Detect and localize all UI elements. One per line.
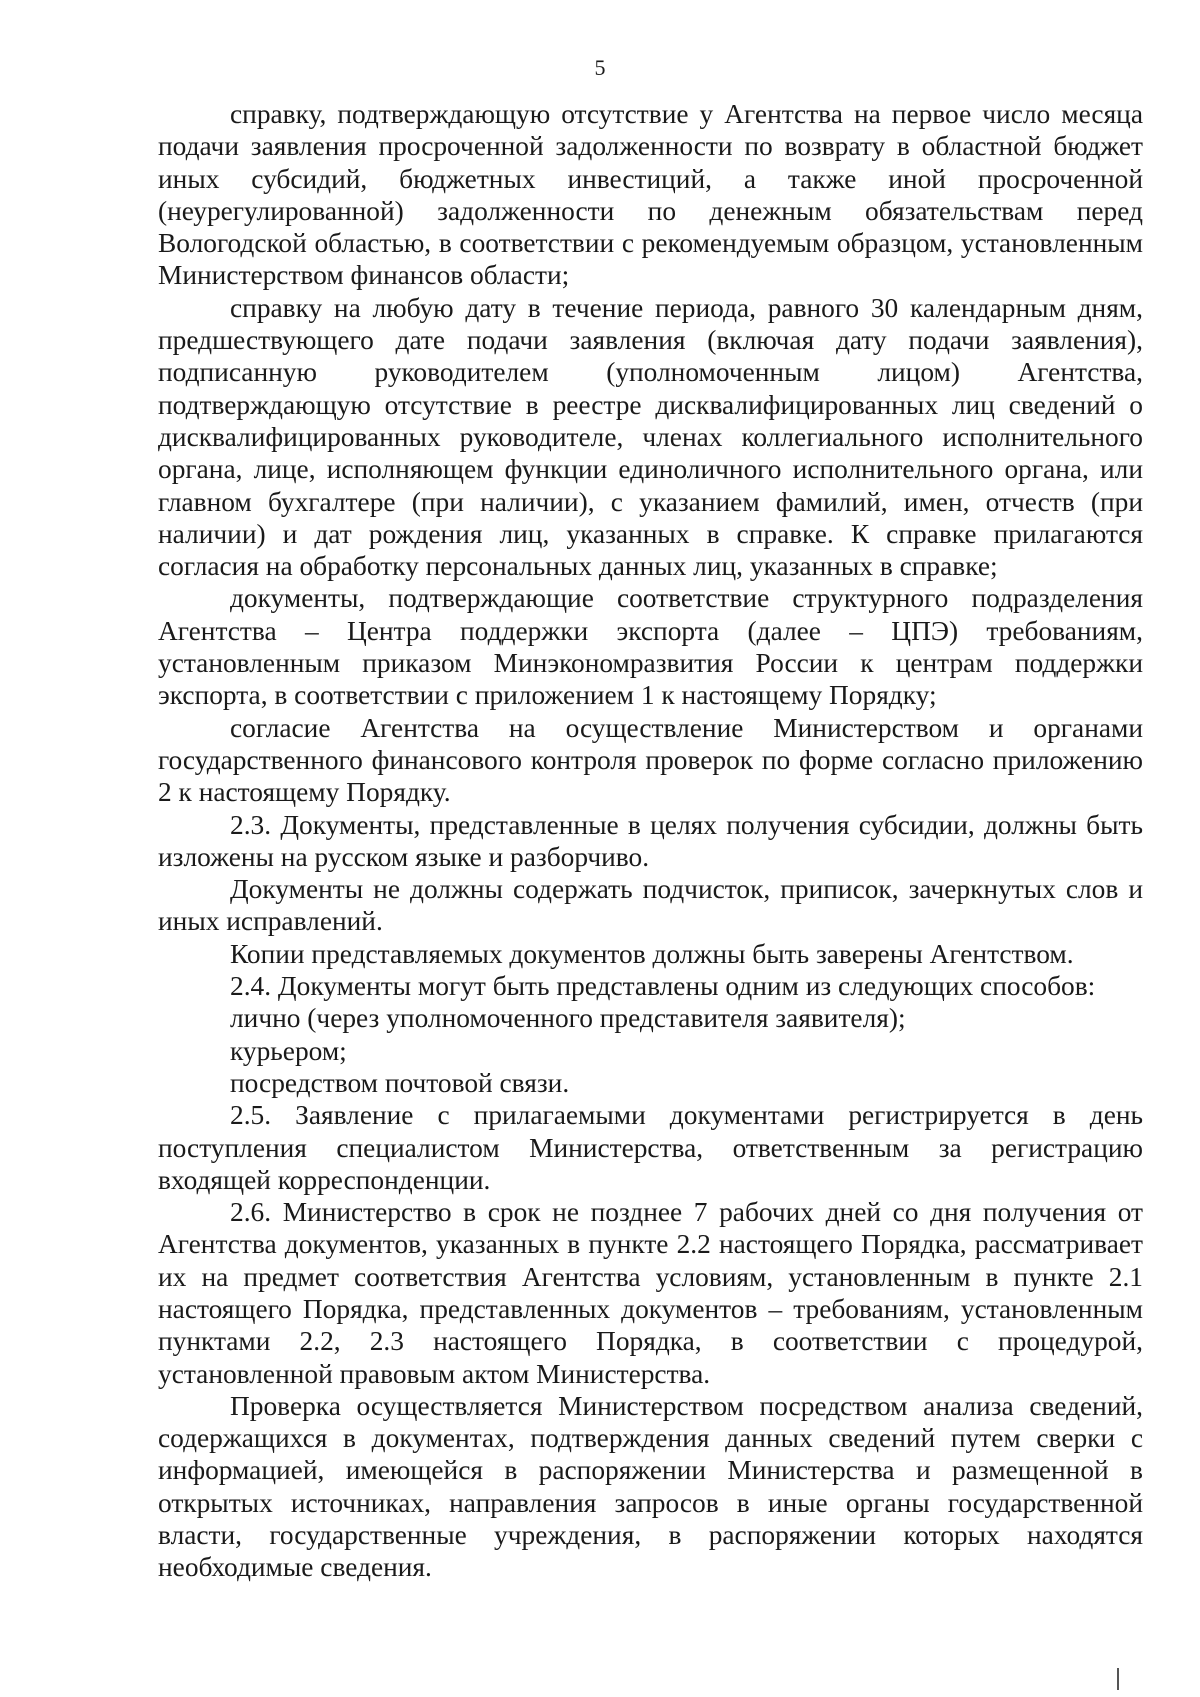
paragraph-2-5: 2.5. Заявление с прилагаемыми документами регистрируется в день поступления специалистом Министерства, ответственным за регистрацию входящей корреспонденции. xyxy=(158,1100,1143,1195)
paragraph-certificate-disqualified: справку на любую дату в течение периода, равного 30 календарным дням, предшествующего дате подачи заявления (включая дату подачи заявления), подписанную руководителем (уполномоченным лицом) Агентства, подтверждающую отсутствие в реестре дисквалифицированных лиц сведений о дисквалифицированных руководителе, членах коллегиального исполнительного органа, лице, исполняющем функции единоличного исполнительного органа, или главном бухгалтере (при наличии), с указанием фамилий, имен, отчеств (при наличии) и дат рождения лиц, указанных в справке. К справке прилагаются согласия на обработку персональных данных лиц, указанных в справке; xyxy=(158,292,1143,582)
paragraph-no-corrections: Документы не должны содержать подчисток, приписок, зачеркнутых слов и иных исправлений. xyxy=(158,874,1143,937)
paragraph-2-6: 2.6. Министерство в срок не позднее 7 рабочих дней со дня получения от Агентства документов, указанных в пункте 2.2 настоящего Порядка, рассматривает их на предмет соответствия Агентства условиям, установленным в пункте 2.1 настоящего Порядка, представленных документов – требованиям, установленным пунктами 2.2, 2.3 настоящего Порядка, в соответствии с процедурой, установленной правовым актом Министерства. xyxy=(158,1197,1143,1389)
paragraph-method-courier: курьером; xyxy=(230,1035,347,1066)
paragraph-documents-cpe: документы, подтверждающие соответствие структурного подразделения Агентства – Центра поддержки экспорта (далее – ЦПЭ) требованиям, установленным приказом Минэкономразвития России к центрам поддержки экспорта, в соответствии с приложением 1 к настоящему Порядку; xyxy=(158,583,1143,711)
paragraph-certified-copies: Копии представляемых документов должны быть заверены Агентством. xyxy=(230,938,1074,969)
page-number: 5 xyxy=(594,55,606,80)
paragraph-method-post: посредством почтовой связи. xyxy=(230,1067,570,1098)
paragraph-method-in-person: лично (через уполномоченного представителя заявителя); xyxy=(230,1003,906,1034)
paragraph-verification: Проверка осуществляется Министерством посредством анализа сведений, содержащихся в документах, подтверждения данных сведений путем сверки с информацией, имеющейся в распоряжении Министерства и размещенной в открытых источниках, направления запросов в иные органы государственной власти, государственные учреждения, в распоряжении которых находятся необходимые сведения. xyxy=(158,1390,1143,1583)
document-body xyxy=(158,98,1143,1584)
scan-edge-mark xyxy=(1117,1668,1119,1690)
paragraph-certificate-no-debt: справку, подтверждающую отсутствие у Агентства на первое число месяца подачи заявления просроченной задолженности по возврату в областной бюджет иных субсидий, бюджетных инвестиций, а также иной просроченной (неурегулированной) задолженности по денежным обязательствам перед Вологодской областью, в соответствии с рекомендуемым образцом, установленным Министерством финансов области; xyxy=(158,99,1143,291)
paragraph-2-4: 2.4. Документы могут быть представлены одним из следующих способов: xyxy=(230,971,1096,1002)
paragraph-consent-audit: согласие Агентства на осуществление Министерством и органами государственного финансового контроля проверок по форме согласно приложению 2 к настоящему Порядку. xyxy=(158,712,1143,808)
paragraph-2-3: 2.3. Документы, представленные в целях получения субсидии, должны быть изложены на русском языке и разборчиво. xyxy=(158,809,1143,872)
